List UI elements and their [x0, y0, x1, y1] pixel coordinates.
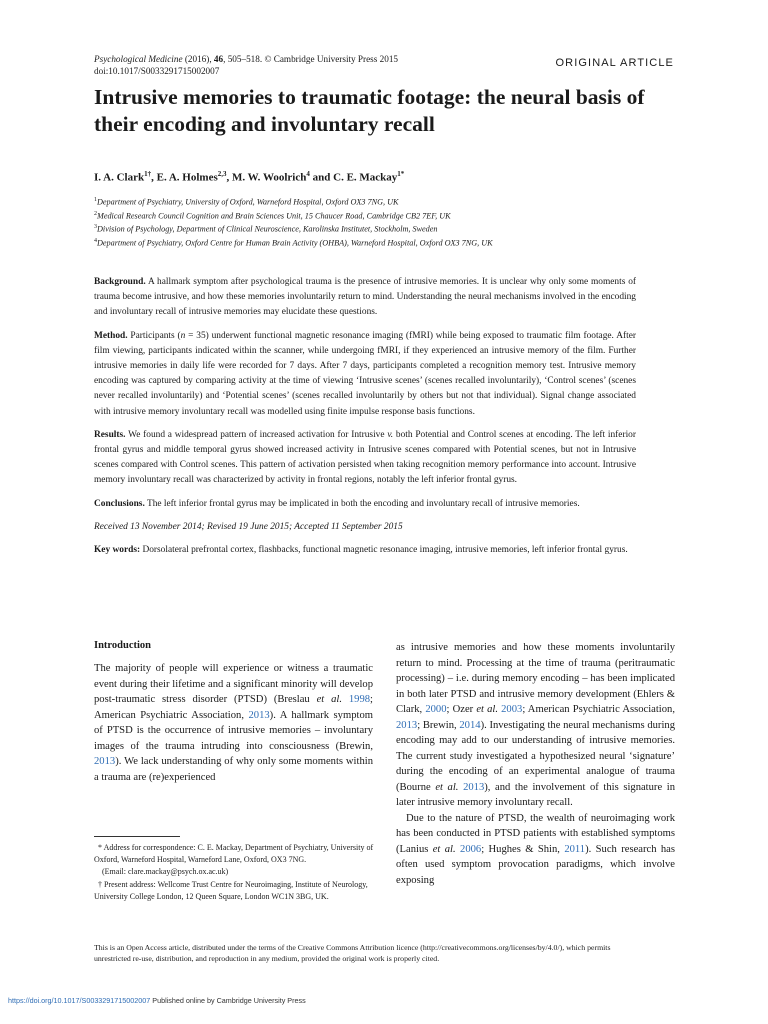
- citation-link[interactable]: 2013: [396, 719, 418, 731]
- body-paragraph: [94, 661, 373, 785]
- affiliation-text: Medical Research Council Cognition and Brain Sciences Unit, 15 Chaucer Road, Cambridge CB2 7EF, UK: [97, 211, 451, 221]
- author: E. A. Holmes: [156, 171, 218, 184]
- citation-link[interactable]: 1998: [348, 694, 371, 705]
- abstract-label: Conclusions.: [94, 498, 145, 509]
- affiliation: [94, 236, 493, 250]
- citation-link[interactable]: 2006: [460, 843, 482, 855]
- body-text: Due to the nature of PTSD, the wealth of neuroimaging work has been conducted in PTSD patients with established symptoms (Lanius: [396, 812, 675, 855]
- abstract-conclusions: [94, 497, 636, 512]
- open-access-notice: This is an Open Access article, distributed under the terms of the Creative Commons Attribution licence (http://creativecommons.org/licenses/by/4.0/), which permits unrestricted re-use, distribution, and reproduction in any medium, provided the original work is properly cited.: [94, 943, 611, 963]
- journal-pages: , 505–518.: [223, 54, 263, 64]
- affiliation-number: 2: [94, 210, 97, 217]
- affiliations: [94, 195, 493, 249]
- present-address-footnote: [94, 879, 374, 903]
- abstract: [94, 275, 636, 566]
- citation-link[interactable]: 2003: [501, 704, 523, 715]
- body-text: ; American Psychiatric Association,: [94, 694, 373, 721]
- footnote-mark: †: [98, 879, 102, 889]
- column-left: [94, 640, 373, 785]
- footnote-text: Present address: Wellcome Trust Centre for Neuroimaging, Institute of Neurology, University College London, 12 Queen Square, London WC1N 3BG, UK.: [94, 879, 368, 901]
- body-text: ; Ozer: [446, 704, 477, 715]
- abstract-text: both Potential and Control scenes at encoding. The left inferior frontal gyrus and middle temporal gyrus showed increased activity in Intrusive scenes compared with Potential scenes, but not in Intrusive scenes compared with Control scenes. This pattern of activation persisted when taking recognition memory performance into account. Intrusive memory involuntary recall was characterized by activity in frontal regions, notably the left inferior frontal gyrus.: [94, 429, 636, 486]
- column-right: [396, 640, 675, 888]
- doi: doi:10.1017/S0033291715002007: [94, 65, 220, 76]
- body-paragraph: [396, 811, 675, 889]
- abstract-label: Results.: [94, 429, 126, 440]
- abstract-text: = 35) underwent functional magnetic resonance imaging (fMRI) while being exposed to traumatic film footage. After film viewing, participants indicated within the scanner, while undergoing fMRI, if they experienced an intrusive memory of the film. Further intrusive memories in daily life were recorded for 7 days. After 7 days, participants completed a recognition memory test. Intrusive memory encoding was captured by comparing activity at the time of viewing ‘Intrusive scenes’ (scenes recalled involuntarily), ‘Control scenes’ (scenes never recalled involuntarily) and ‘Potential scenes’ (scenes recalled involuntarily by others but not that individual). Signal change associated with intrusive memory involuntary recall was modelled using finite impulse response basis functions.: [94, 330, 636, 417]
- body-text: et al.: [435, 781, 459, 793]
- abstract-text: The left inferior frontal gyrus may be implicated in both the encoding and involuntary recall of intrusive memories.: [147, 498, 580, 509]
- abstract-method: [94, 329, 636, 420]
- body-text: et al.: [432, 843, 456, 855]
- body-text: ; Brewin,: [417, 719, 460, 731]
- author: M. W. Woolrich: [232, 171, 307, 184]
- copyright: © Cambridge University Press 2015: [264, 54, 399, 64]
- article-type: ORIGINAL ARTICLE: [555, 57, 674, 69]
- abstract-results: [94, 428, 636, 489]
- citation-link[interactable]: 2014: [459, 719, 481, 731]
- author-affil: 1: [144, 170, 148, 178]
- author: C. E. Mackay: [333, 171, 398, 184]
- abstract-label: Background.: [94, 277, 146, 287]
- citation-link[interactable]: 2013: [94, 756, 116, 767]
- author-affil: 1: [397, 170, 401, 178]
- abstract-text: Participants (: [130, 330, 181, 341]
- footnote-text: Address for correspondence: C. E. Mackay, Department of Psychiatry, University of Oxford, Warneford Hospital, Warneford Lane, Oxford, OX3 7NG.: [94, 843, 374, 865]
- received-dates: Received 13 November 2014; Revised 19 June 2015; Accepted 11 September 2015: [94, 521, 403, 532]
- body-text: ). Such research has often used symptom provocation paradigms, which involve exposing: [396, 843, 675, 886]
- author-mark: *: [400, 170, 405, 178]
- footnote-rule: [94, 836, 180, 837]
- affiliation-text: Department of Psychiatry, Oxford Centre for Human Brain Activity (OHBA), Warneford Hospital, Oxford OX3 7NG, UK: [97, 238, 493, 248]
- abstract-background: [94, 275, 636, 321]
- journal-name: Psychological Medicine: [94, 54, 183, 64]
- author: I. A. Clark: [94, 171, 145, 184]
- body-paragraph: [396, 640, 675, 811]
- body-text: ). We lack understanding of why only some moments within a trauma are (re)experienced: [94, 756, 373, 783]
- abstract-text: v.: [387, 429, 394, 440]
- body-text: as intrusive memories and how these moments involuntarily return to mind. Processing at the time of trauma (peritraumatic processing) – i.e. during memory encoding – has been implicated in both later PTSD and intrusive memory development (Ehlers & Clark,: [396, 642, 675, 715]
- abstract-text: A hallmark symptom after psychological trauma is the presence of intrusive memories. It is unclear why only some moments of trauma become intrusive, and how these memories involuntarily return to mind. Understanding the neural mechanisms involved in the encoding and involuntary recall of intrusive memories may elucidate these questions.: [94, 277, 636, 318]
- body-text: The majority of people will experience or witness a traumatic event during their lifetime and a significant minority will develop post-traumatic stress disorder (PTSD) (Breslau: [94, 663, 373, 705]
- affiliation-number: 4: [94, 237, 97, 244]
- body-text: et al.: [316, 694, 342, 705]
- body-text: ). Investigating the neural mechanisms during encoding may add to our understanding of intrusive memories. The current study investigated a hypothesized neural ‘signature’ during the encoding of an experimental analogue of trauma (Bourne: [396, 719, 675, 793]
- journal-year: (2016),: [184, 54, 212, 64]
- body-text: ), and the involvement of this signature in later intrusive memory involuntary recall.: [396, 781, 675, 808]
- journal-citation: [94, 54, 398, 77]
- paper-title: Intrusive memories to traumatic footage: the neural basis of their encoding and involuntary recall: [94, 85, 645, 136]
- citation-link[interactable]: 2000: [425, 704, 447, 715]
- keywords: [94, 543, 636, 558]
- body-text: ). A hallmark symptom of PTSD is the occurrence of intrusive memories – involuntary images of the trauma intruding into consciousness (Brewin,: [94, 709, 373, 752]
- affiliation: [94, 222, 493, 236]
- citation-link[interactable]: 2011: [564, 843, 586, 855]
- abstract-text: n: [180, 330, 186, 341]
- correspondence-footnote: [94, 842, 374, 866]
- keywords-text: Dorsolateral prefrontal cortex, flashbacks, functional magnetic resonance imaging, intrusive memories, left inferior frontal gyrus.: [142, 545, 628, 556]
- page-footer: [8, 996, 306, 1005]
- affiliation: [94, 195, 493, 209]
- affiliation-text: Division of Psychology, Department of Clinical Neuroscience, Karolinska Institutet, Stockholm, Sweden: [97, 224, 438, 234]
- affiliation-number: 1: [94, 197, 97, 203]
- doi-link[interactable]: https://doi.org/10.1017/S0033291715002007: [8, 996, 151, 1005]
- journal-volume: 46: [213, 54, 224, 64]
- keywords-label: Key words:: [94, 545, 141, 556]
- affiliation-text: Department of Psychiatry, University of Oxford, Warneford Hospital, Oxford OX3 7NG, UK: [97, 197, 399, 207]
- body-text: ; Hughes & Shin,: [481, 843, 565, 855]
- footnote-email: (Email: clare.mackay@psych.ox.ac.uk): [102, 867, 229, 877]
- citation-link[interactable]: 2013: [463, 781, 485, 793]
- author-list: I. A. Clark$^{1\dagger}$, E. A. Holmes$^{2,3}$, M. W. Woolrich$^4$ and C. E. Mackay$^{1*}$: [94, 170, 405, 184]
- author-mark: †: [147, 170, 152, 178]
- section-heading: Introduction: [94, 640, 151, 651]
- abstract-label: Method.: [94, 330, 128, 341]
- body-text: ; American Psychiatric Association,: [522, 704, 675, 715]
- author-affil: 2,3: [217, 170, 227, 178]
- email-footnote: [94, 866, 374, 878]
- footnote-mark: *: [98, 843, 102, 852]
- footnotes: [94, 842, 374, 903]
- published-note: Published online by Cambridge University Press: [150, 996, 306, 1005]
- body-text: et al.: [476, 704, 498, 715]
- abstract-text: We found a widespread pattern of increased activation for Intrusive: [128, 429, 388, 440]
- author-affil: 4: [306, 170, 310, 178]
- citation-link[interactable]: 2013: [248, 709, 270, 721]
- affiliation: [94, 209, 493, 223]
- affiliation-number: 3: [94, 224, 97, 231]
